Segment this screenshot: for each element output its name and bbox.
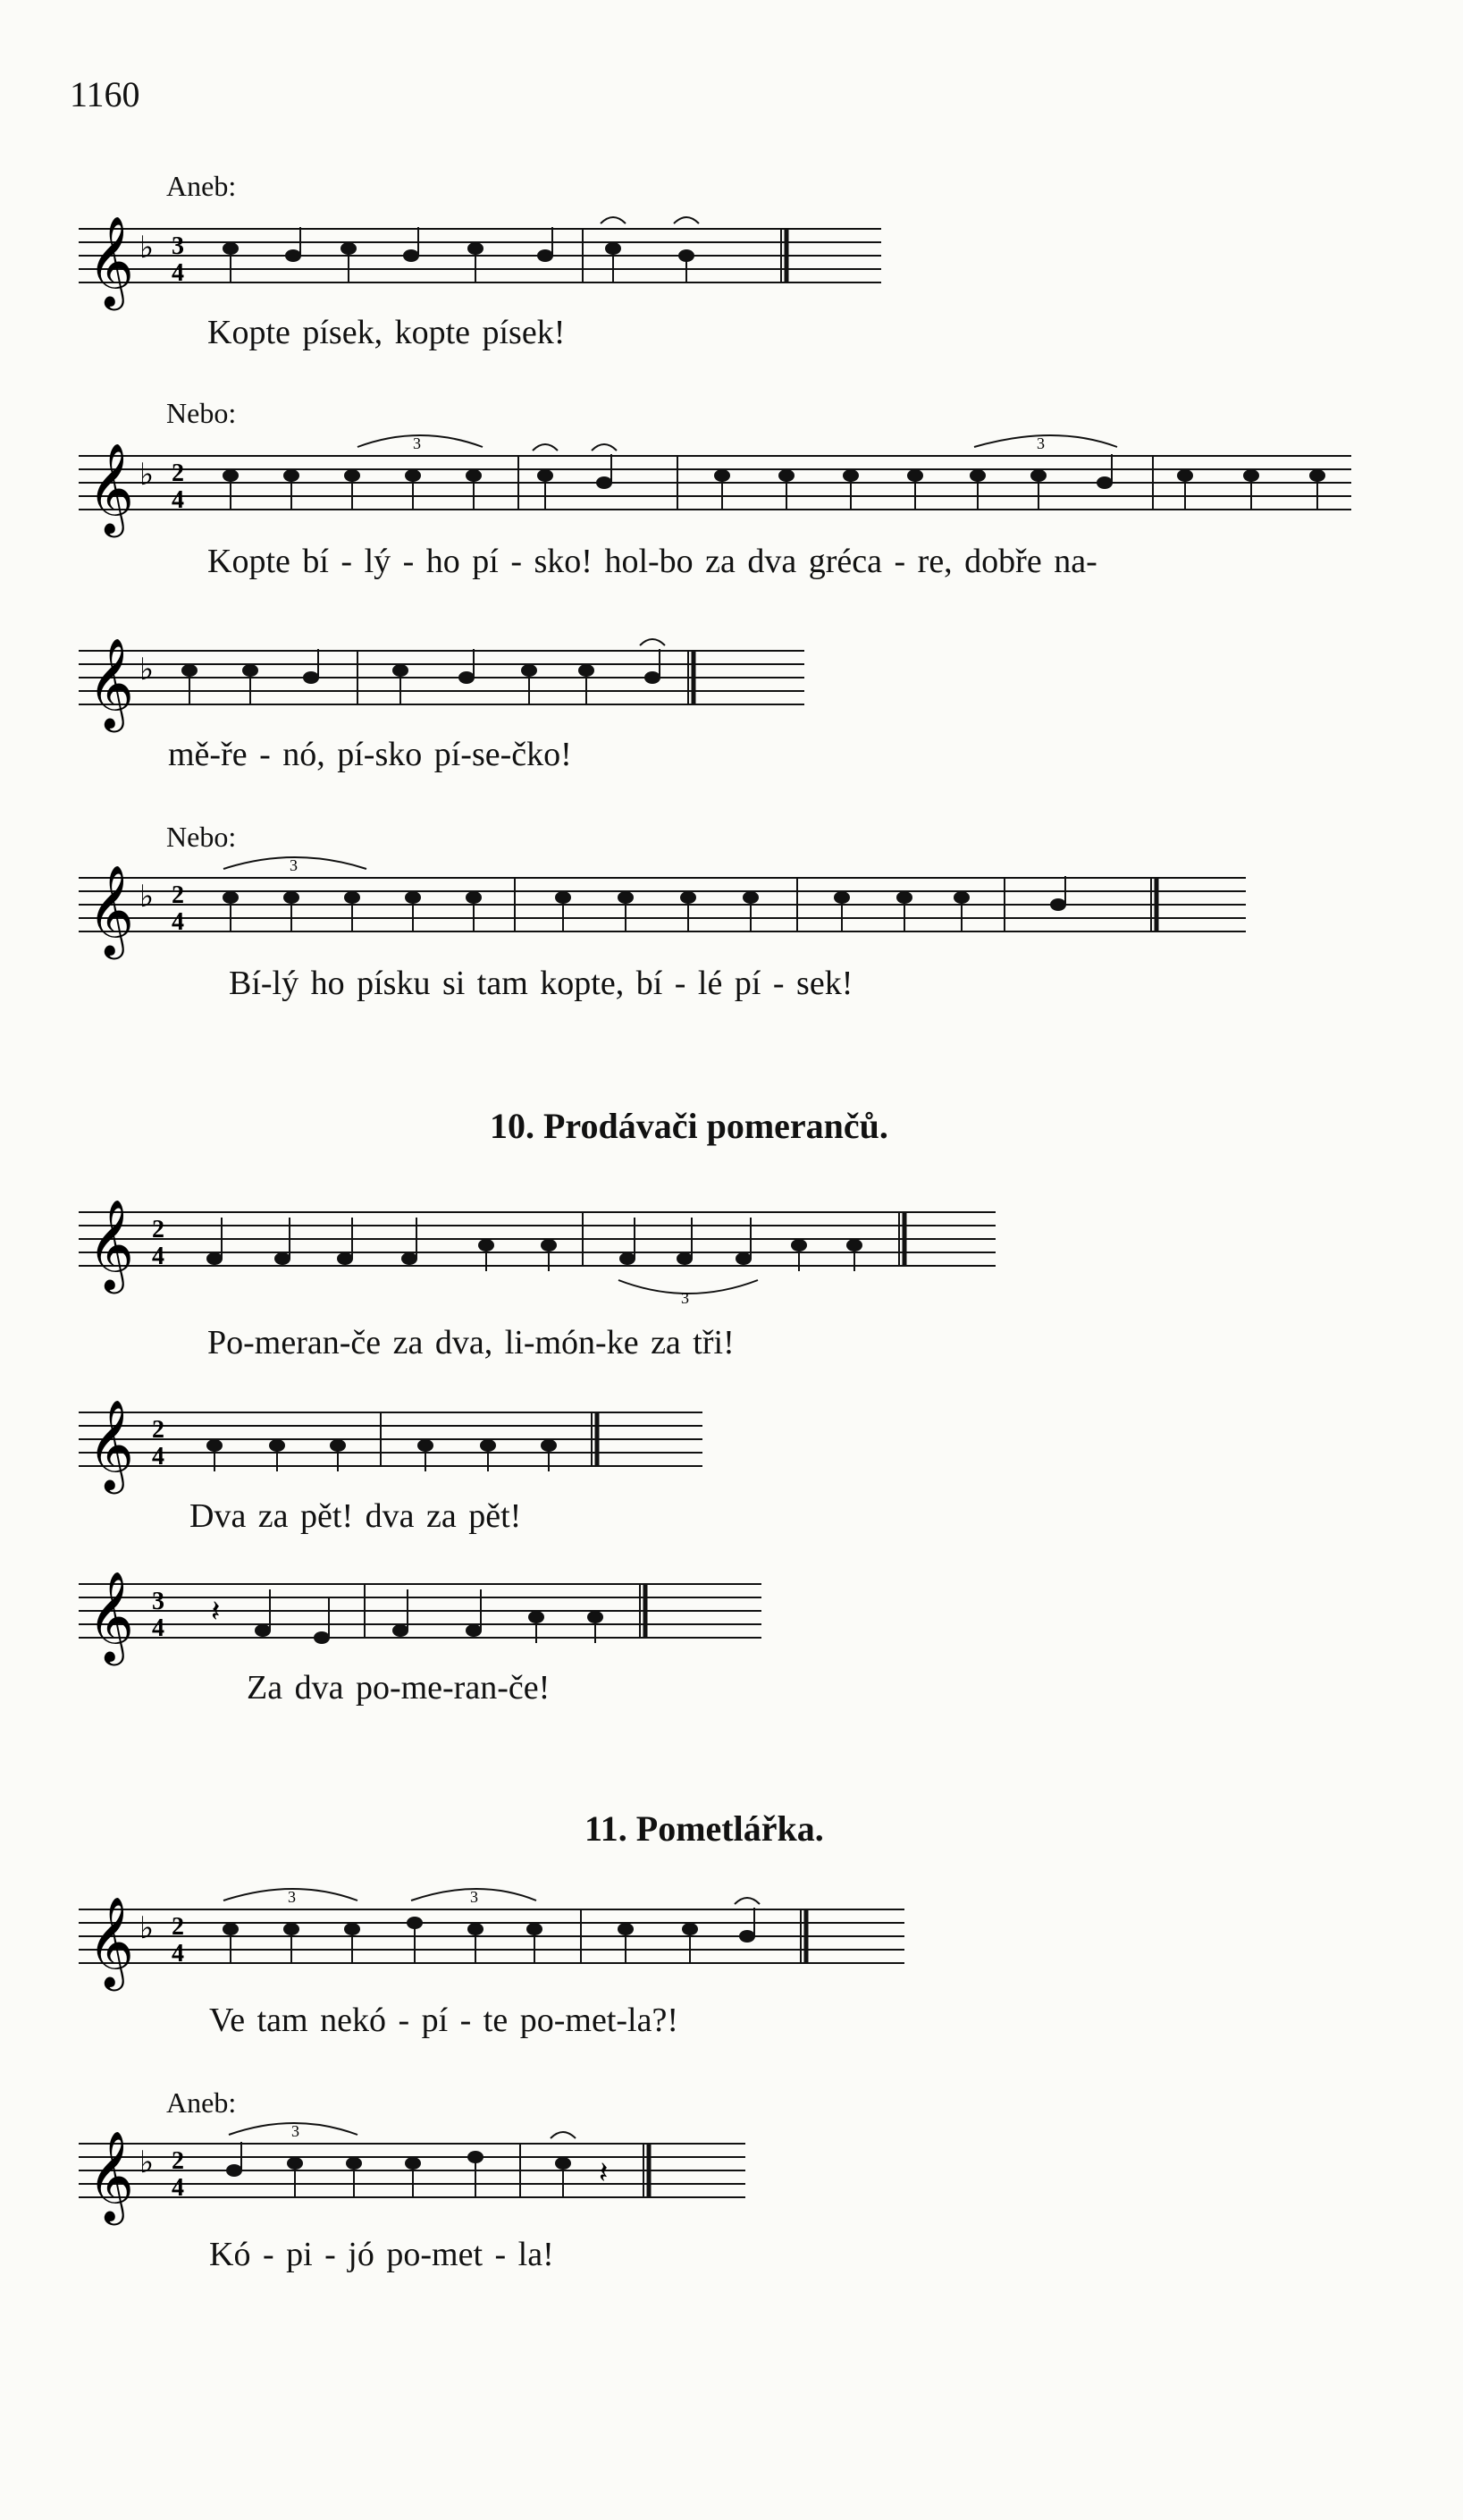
staff-label: Aneb: — [166, 2086, 237, 2119]
time-signature-top: 3 — [152, 1588, 164, 1615]
time-signature-top: 2 — [172, 1913, 184, 1941]
treble-clef-icon: 𝄞 — [88, 1574, 135, 1661]
lyrics-line: Bí-lý ho písku si tam kopte, bí - lé pí - sek! — [229, 965, 853, 1002]
time-signature-bottom: 4 — [152, 1243, 164, 1270]
triplet-mark: 3 — [470, 1888, 478, 1906]
music-staff — [0, 434, 1463, 536]
treble-clef-icon: 𝄞 — [88, 1900, 135, 1986]
triplet-mark: 3 — [291, 2122, 299, 2140]
fermata-icon — [601, 217, 626, 223]
lyrics-line: Po-meran-če za dva, li-món-ke za tři! — [207, 1324, 735, 1361]
time-signature-top: 3 — [172, 232, 184, 260]
song-heading — [490, 1105, 888, 1147]
triplet-mark: 3 — [288, 1888, 296, 1906]
staff-label: Aneb: — [166, 170, 237, 202]
rest-icon: 𝄽 — [599, 2157, 609, 2190]
music-staff — [0, 2122, 1463, 2224]
time-signature-bottom: 4 — [152, 1614, 164, 1642]
song-heading — [584, 1808, 824, 1850]
treble-clef-icon: 𝄞 — [88, 2134, 135, 2221]
music-staff — [0, 1566, 1463, 1665]
time-signature-top: 2 — [172, 459, 184, 487]
fermata-icon — [533, 444, 558, 451]
fermata-icon — [592, 444, 617, 451]
flat-icon: ♭ — [139, 2146, 155, 2179]
flat-icon: ♭ — [139, 881, 155, 914]
fermata-icon — [551, 2132, 576, 2138]
flat-icon: ♭ — [139, 653, 155, 687]
triplet-mark: 3 — [413, 434, 421, 452]
treble-clef-icon: 𝄞 — [88, 1403, 135, 1489]
treble-clef-icon: 𝄞 — [88, 868, 135, 955]
triplet-mark: 3 — [681, 1289, 689, 1307]
page-number: 1160 — [70, 74, 140, 114]
music-staff — [0, 1194, 1463, 1311]
triplet-mark: 3 — [1037, 434, 1045, 452]
fermata-icon — [674, 217, 699, 223]
staff-label: Nebo: — [166, 821, 237, 853]
lyrics-line: mě-ře - nó, pí-sko pí-se-čko! — [168, 736, 572, 773]
treble-clef-icon: 𝄞 — [88, 219, 135, 306]
song-title: Prodávači pomerančů. — [543, 1106, 888, 1146]
time-signature-bottom: 4 — [172, 259, 184, 287]
fermata-icon — [640, 639, 665, 645]
time-signature-bottom: 4 — [172, 1940, 184, 1968]
time-signature-bottom: 4 — [172, 2174, 184, 2202]
time-signature-bottom: 4 — [172, 486, 184, 514]
song-number: 11. — [584, 1808, 627, 1849]
slur — [974, 435, 1117, 447]
fermata-icon — [735, 1898, 760, 1904]
lyrics-line: Dva za pět! dva za pět! — [189, 1497, 522, 1535]
time-signature-top: 2 — [152, 1416, 164, 1444]
flat-icon: ♭ — [139, 232, 155, 265]
song-title: Pometlářka. — [635, 1808, 824, 1849]
treble-clef-icon: 𝄞 — [88, 446, 135, 533]
treble-clef-icon: 𝄞 — [88, 641, 135, 728]
time-signature-top: 2 — [172, 2147, 184, 2175]
music-staff — [0, 211, 1463, 309]
lyrics-line: Kopte bí - lý - ho pí - sko! hol-bo za dva gréca - re, dobře na- — [207, 543, 1097, 580]
lyrics-line: Ve tam nekó - pí - te po-met-la?! — [209, 2002, 678, 2039]
staff-label: Nebo: — [166, 397, 237, 429]
flat-icon: ♭ — [139, 1912, 155, 1945]
rest-icon: 𝄽 — [211, 1596, 221, 1629]
time-signature-bottom: 4 — [172, 908, 184, 936]
time-signature-top: 2 — [152, 1216, 164, 1243]
song-number: 10. — [490, 1106, 534, 1146]
music-staff — [0, 1888, 1463, 1990]
lyrics-line: Za dva po-me-ran-če! — [247, 1669, 551, 1707]
music-staff — [0, 633, 1463, 731]
music-staff — [0, 1395, 1463, 1493]
lyrics-line: Kopte písek, kopte písek! — [207, 314, 566, 351]
time-signature-top: 2 — [172, 881, 184, 909]
flat-icon: ♭ — [139, 459, 155, 492]
treble-clef-icon: 𝄞 — [88, 1202, 135, 1289]
triplet-mark: 3 — [290, 856, 298, 874]
music-staff — [0, 856, 1463, 958]
lyrics-line: Kó - pi - jó po-met - la! — [209, 2236, 554, 2273]
time-signature-bottom: 4 — [152, 1443, 164, 1471]
